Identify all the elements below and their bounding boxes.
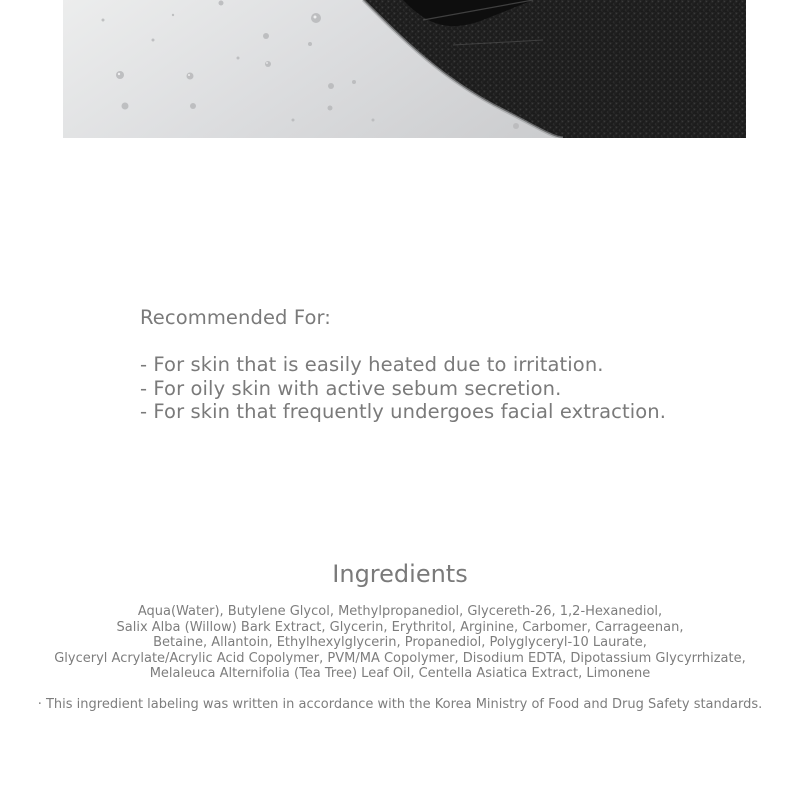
ingredients-line: Betaine, Allantoin, Ethylhexylglycerin, Propanediol, Polyglyceryl-10 Laurate, — [153, 635, 647, 651]
product-photo — [63, 0, 746, 138]
recommended-item: - For skin that is easily heated due to irritation. — [140, 353, 604, 376]
ingredients-line: Salix Alba (Willow) Bark Extract, Glycerin, Erythritol, Arginine, Carbomer, Carrageenan, — [116, 619, 684, 635]
ingredients-line: Glyceryl Acrylate/Acrylic Acid Copolymer, PVM/MA Copolymer, Disodium EDTA, Dipotassium Glycyrrhizate, — [54, 650, 746, 666]
ingredients-labeling-note: · This ingredient labeling was written in accordance with the Korea Ministry of Food and Drug Safety standards. — [37, 697, 763, 712]
ingredients-line: Melaleuca Alternifolia (Tea Tree) Leaf Oil, Centella Asiatica Extract, Limonene — [149, 666, 651, 682]
recommended-heading: Recommended For: — [140, 306, 331, 329]
recommended-item: - For oily skin with active sebum secretion. — [140, 376, 562, 400]
product-photo-graphic — [63, 0, 746, 138]
recommended-section — [140, 306, 666, 424]
ingredients-title: Ingredients — [332, 560, 468, 588]
recommended-item: - For skin that frequently undergoes facial extraction. — [140, 400, 667, 423]
ingredients-line: Aqua(Water), Butylene Glycol, Methylpropanediol, Glycereth-26, 1,2-Hexanediol, — [137, 604, 663, 619]
ingredients-list — [0, 604, 800, 682]
